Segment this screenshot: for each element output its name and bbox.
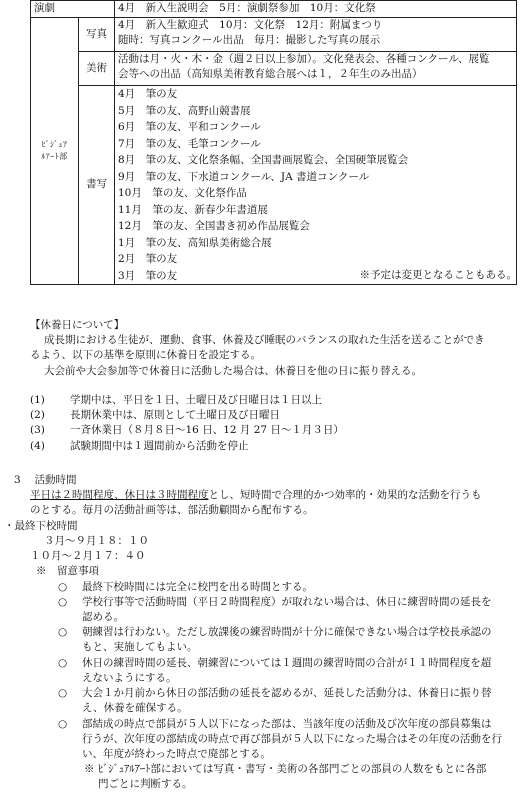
notes-heading: ※ 留意事項 bbox=[36, 565, 99, 578]
circle-bullet-icon: ○ bbox=[58, 687, 68, 700]
note-line: 認める。 bbox=[82, 610, 124, 623]
holiday-rule-num: (3) bbox=[30, 424, 45, 437]
holiday-rule-text: 長期休業中は、原則として土曜日及び日曜日 bbox=[70, 409, 280, 422]
circle-bullet-icon: ○ bbox=[58, 580, 68, 593]
calligraphy-line: 5月 筆の友、高野山競書展 bbox=[118, 104, 251, 117]
holiday-rule-item bbox=[0, 423, 531, 438]
calligraphy-line: 1月 筆の友、高知県美術総合展 bbox=[118, 236, 272, 249]
calligraphy-line: 9月 筆の友、下水道コンクール、JA 書道コンクール bbox=[118, 170, 370, 183]
note-line: もと、実施してもよい。 bbox=[82, 641, 198, 654]
note-item bbox=[0, 717, 531, 763]
art-line: 会等への出品（高知県美術教育総合展へは１，２年生のみ出品） bbox=[118, 68, 423, 81]
final-time-autumn: １０月～２月１７：４０ bbox=[30, 550, 146, 563]
drama-label: 演劇 bbox=[31, 1, 115, 18]
holiday-rule-item bbox=[0, 408, 531, 423]
holiday-rule-num: (1) bbox=[30, 393, 45, 406]
calligraphy-line: 10月 筆の友、文化祭作品 bbox=[118, 187, 247, 199]
note-item bbox=[0, 656, 531, 686]
note-line: 学校行事等で活動時間（平日２時間程度）が取れない場合は、休日に練習時間の延長を bbox=[82, 595, 492, 608]
calligraphy-line: 3月 筆の友 bbox=[118, 269, 178, 282]
note-item bbox=[0, 595, 531, 625]
circle-bullet-icon: ○ bbox=[58, 656, 68, 669]
note-item bbox=[0, 625, 531, 655]
photo-text bbox=[115, 18, 517, 52]
activity-underlined-text: 平日は２時間程度、休日は３時間程度 bbox=[30, 489, 209, 502]
final-time-heading: ・最終下校時間 bbox=[4, 519, 78, 532]
note-line: 休日の練習時間の延長、朝練習については１週間の練習時間の合計が１１時間程度を超 bbox=[82, 656, 492, 669]
holiday-section bbox=[0, 318, 531, 454]
photo-line: 随時：写真コンクール出品 毎月：撮影した写真の展示 bbox=[118, 34, 381, 47]
visual-art-note-line1: ※ ﾋﾞｼﾞｭｱﾙｱｰﾄ部においては写真・書写・美術の各部門ごとの部員の人数をもとに各部 bbox=[84, 763, 487, 776]
note-line: 大会１か月前から休日の部活動の延長を認めるが、延長した活動分は、休養日に振り替 bbox=[82, 687, 492, 700]
calligraphy-line: 8月 筆の友、文化祭条幅、全国書画展覧会、全国硬筆展覧会 bbox=[118, 154, 409, 166]
photo-label: 写真 bbox=[79, 18, 115, 52]
calligraphy-line: 11月 筆の友、新春少年書道展 bbox=[118, 203, 268, 216]
note-line: 最終下校時間には完全に校門を出る時間とする。 bbox=[82, 580, 313, 593]
note-item bbox=[0, 580, 531, 595]
circle-bullet-icon: ○ bbox=[58, 717, 68, 730]
calligraphy-line: 2月 筆の友 bbox=[118, 253, 178, 265]
calligraphy-line: 4月 筆の友 bbox=[118, 88, 178, 100]
holiday-para2: 大会前や大会参加等で休養日に活動した場合は、休養日を他の日に振り替える。 bbox=[44, 364, 422, 377]
final-time-spring: ３月～９月１８：１０ bbox=[44, 534, 149, 547]
photo-row bbox=[31, 18, 517, 52]
note-line: い、年度が終わった時点で廃部とする。 bbox=[82, 747, 271, 760]
activity-line1-rest: とし、短時間で合理的かつ効率的・効果的な活動を行うも bbox=[208, 489, 482, 502]
photo-line: 4月 新入生歓迎式 10月：文化祭 12月：附属まつり bbox=[118, 19, 383, 31]
calligraphy-label: 書写 bbox=[79, 86, 115, 285]
circle-bullet-icon: ○ bbox=[58, 595, 68, 608]
note-line: 行うが、次年度の部結成の時点で再び部員が５人以下になった場合はその年度の活動を行 bbox=[82, 732, 502, 745]
art-row bbox=[31, 52, 517, 86]
calligraphy-row bbox=[31, 86, 517, 285]
activity-section bbox=[0, 473, 531, 793]
note-line: 朝練習は行わない。ただし放課後の練習時間が十分に確保できない場合は学校長承認の bbox=[82, 626, 492, 639]
drama-text: 4月 新入生説明会 5月：演劇祭参加 10月：文化祭 bbox=[115, 1, 517, 18]
holiday-rule-num: (2) bbox=[30, 409, 45, 422]
circle-bullet-icon: ○ bbox=[58, 626, 68, 639]
drama-row bbox=[31, 1, 517, 18]
holiday-rule-item bbox=[0, 439, 531, 454]
visual-dept-label-line1: ﾋﾞｼﾞｭｱ bbox=[41, 140, 68, 150]
note-item bbox=[0, 686, 531, 716]
club-schedule-table bbox=[30, 0, 517, 285]
calligraphy-text bbox=[115, 86, 517, 285]
note-line: え、休養を確保する。 bbox=[82, 702, 188, 715]
calligraphy-line: 6月 筆の友、平和コンクール bbox=[118, 121, 261, 133]
art-line: 活動は月・火・木・金（週２日以上参加）。文化発表会、各種コンクール、展覧 bbox=[118, 53, 490, 65]
holiday-rule-text: 学期中は、平日を１日、土曜日及び日曜日は１日以上 bbox=[70, 393, 322, 406]
visual-art-dept-label bbox=[31, 18, 79, 285]
calligraphy-line: 7月 筆の友、毛筆コンクール bbox=[118, 137, 261, 150]
visual-dept-label-line2: ﾙｱｰﾄ部 bbox=[41, 152, 68, 161]
activity-line2: のとする。毎月の活動計画等は、部活動顧問から配布する。 bbox=[30, 504, 314, 517]
holiday-heading: 【休養日について】 bbox=[30, 319, 125, 331]
holiday-para1-line1: 成長期における生徒が、運動、食事、休養及び睡眠のバランスの取れた生活を送ることができ bbox=[44, 334, 485, 347]
art-text bbox=[115, 52, 517, 86]
visual-art-note-line2: 門ごとに判断する。 bbox=[98, 778, 193, 791]
holiday-para1-line2: るよう、以下の基準を原則に休養日を設定する。 bbox=[30, 349, 261, 362]
art-label: 美術 bbox=[79, 52, 115, 86]
calligraphy-line: 12月 筆の友、全国書き初め作品展覧会 bbox=[118, 220, 310, 232]
note-line: 部結成の時点で部員が５人以下になった部は、当該年度の活動及び次年度の部員募集は bbox=[82, 717, 492, 730]
activity-heading: 3 活動時間 bbox=[14, 474, 77, 486]
holiday-rule-text: 試験期間中は１週間前から活動を停止 bbox=[70, 439, 249, 452]
note-line: えないようにする。 bbox=[82, 671, 177, 684]
holiday-rule-text: 一斉休業日（８月８日～16 日、12 月 27 日～１月３日） bbox=[70, 424, 344, 437]
holiday-rule-item bbox=[0, 393, 531, 408]
schedule-change-note: ※予定は変更となることもある。 bbox=[359, 269, 517, 281]
holiday-rule-num: (4) bbox=[30, 439, 45, 452]
